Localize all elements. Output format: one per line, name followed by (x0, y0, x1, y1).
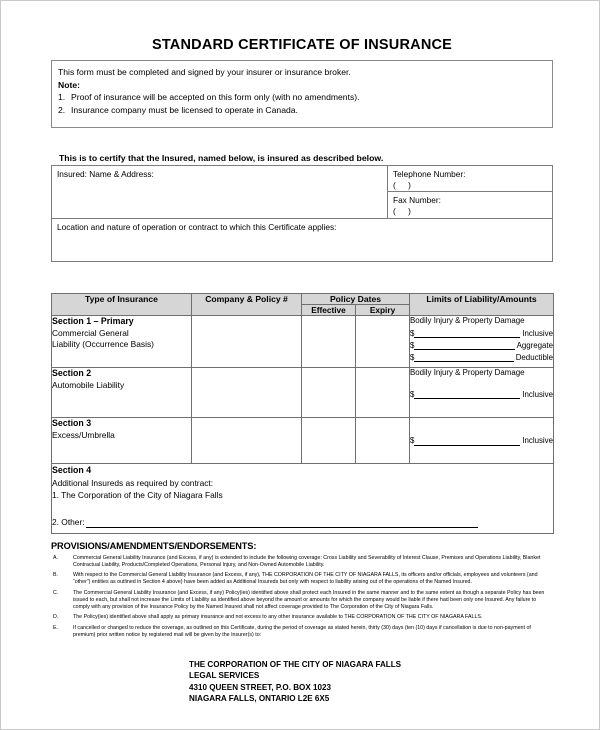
section3-company-policy-cell[interactable] (192, 418, 302, 464)
note-item-1-number: 1. (58, 92, 66, 103)
currency-symbol: $ (410, 389, 415, 399)
section1-desc-line1: Commercial General (52, 328, 129, 339)
provision-item (51, 590, 553, 611)
provision-letter: B. (53, 572, 59, 579)
provision-text: With respect to the Commercial General Liability Insurance (and Excess, if any), THE CORPORATION OF THE CITY OF NIAGARA FALLS, its officers and/or officials, employees and volunteers (and “other”) entities as outlined in Section 4 above) have been added as Additional Insureds but only with respect to liability arising out of the operations of the Named Insured. (73, 572, 538, 586)
section2-amount-inclusive[interactable] (410, 390, 553, 401)
section1-limits-cell (410, 316, 554, 368)
section4-subtitle: Additional Insureds as required by contract: (52, 478, 214, 489)
note-box (51, 60, 553, 128)
section4-other-input-rule[interactable] (86, 519, 478, 528)
section1-desc-line2: Liability (Occurrence Basis) (52, 339, 154, 350)
provision-letter: A. (53, 555, 59, 561)
table-row (52, 418, 554, 464)
note-item-1-text: Proof of insurance will be accepted on this form only (with no amendments). (71, 92, 360, 103)
section1-limits-heading: Bodily Injury & Property Damage (410, 316, 525, 325)
section2-type-cell (52, 368, 192, 418)
currency-symbol: $ (410, 352, 415, 362)
provision-text: Commercial General Liability Insurance (and Excess, if any) is extended to include the following coverage: Cross Liability and Severability of Interest Clause, Premises and Operations Liability, Blanket Contractual Liability, Products/Completed Operations, Personal Injury, and Non-Owned Automobile Liability. (73, 555, 541, 569)
section3-title: Section 3 (52, 418, 92, 428)
insured-name-address-label: Insured: Name & Address: (57, 169, 154, 179)
provision-text: The Policy(ies) identified above shall apply as primary insurance and not excess to any other insurance available to THE CORPORATION OF THE CITY OF NIAGARA FALLS. (73, 614, 483, 621)
amount-input-rule[interactable] (414, 391, 520, 399)
telephone-field[interactable] (388, 166, 552, 192)
provision-item (51, 572, 553, 586)
provision-text: If cancelled or changed to reduce the coverage, as outlined on this Certificate, during the period of coverage as stated herein, thirty (30) days (ten (10) days if cancellation is due to non-payment of premium) prior written notice by registered mail will be given by the Insurer(s) to: (73, 624, 531, 638)
footer-address-line-1: THE CORPORATION OF THE CITY OF NIAGARA FALLS (189, 659, 402, 669)
currency-symbol: $ (410, 328, 415, 338)
amount-label: Inclusive (522, 389, 554, 399)
provision-letter: E. (53, 624, 59, 631)
currency-symbol: $ (410, 340, 415, 350)
section4-title: Section 4 (52, 465, 92, 475)
section1-title: Section 1 – Primary (52, 316, 134, 326)
fax-value: ( ) (393, 206, 416, 216)
provision-item (51, 625, 553, 639)
amount-input-rule[interactable] (414, 330, 520, 338)
amount-input-rule[interactable] (414, 342, 514, 350)
section4-other-label: 2. Other: (52, 516, 85, 527)
section4-row (52, 464, 554, 534)
section2-effective-cell[interactable] (302, 368, 356, 418)
section3-amount-inclusive[interactable] (410, 436, 553, 447)
section2-desc-line1: Automobile Liability (52, 380, 125, 391)
footer-address-line-2: LEGAL SERVICES (189, 671, 260, 681)
amount-input-rule[interactable] (414, 354, 513, 362)
footer-address-line-3: 4310 QUEEN STREET, P.O. BOX 1023 (189, 682, 332, 692)
spacer (410, 427, 553, 436)
fax-field[interactable] (388, 192, 552, 218)
section4-item-1: 1. The Corporation of the City of Niagara Falls (52, 490, 223, 501)
section3-expiry-cell[interactable] (356, 418, 410, 464)
location-label: Location and nature of operation or contract to which this Certificate applies: (57, 222, 337, 232)
footer-address (51, 659, 553, 705)
table-header-row (52, 294, 554, 305)
table-row (52, 316, 554, 368)
provision-letter: C. (53, 589, 59, 596)
section3-desc-line1: Excess/Umbrella (52, 430, 115, 441)
page-content (51, 1, 553, 704)
page-title: STANDARD CERTIFICATE OF INSURANCE (151, 37, 453, 53)
note-item-2-text: Insurance company must be licensed to operate in Canada. (71, 104, 298, 115)
section2-limits-heading: Bodily Injury & Property Damage (410, 368, 525, 377)
section3-effective-cell[interactable] (302, 418, 356, 464)
header-type-of-insurance: Type of Insurance (52, 294, 192, 316)
footer-address-line-4: NIAGARA FALLS, ONTARIO L2E 6X5 (189, 693, 330, 703)
note-label: Note: (58, 79, 80, 90)
provisions-list (51, 555, 553, 639)
table-row (52, 368, 554, 418)
note-item-2-number: 2. (58, 104, 66, 115)
certify-statement: This is to certify that the Insured, named below, is insured as described below. (59, 153, 384, 163)
section2-title: Section 2 (52, 368, 92, 378)
section1-amount-aggregate[interactable] (410, 341, 553, 352)
contact-cells (388, 166, 552, 218)
note-intro: This form must be completed and signed by your insurer or insurance broker. (58, 67, 351, 77)
header-expiry: Expiry (356, 305, 410, 316)
insured-name-address-field[interactable] (52, 166, 388, 218)
provision-item (51, 555, 553, 569)
section4-other-field[interactable] (52, 516, 553, 528)
section1-expiry-cell[interactable] (356, 316, 410, 368)
section1-effective-cell[interactable] (302, 316, 356, 368)
section1-amount-inclusive[interactable] (410, 329, 553, 340)
telephone-value: ( ) (393, 180, 416, 190)
insured-top-row (52, 166, 552, 219)
note-item-2 (58, 104, 546, 117)
note-item-1 (58, 91, 546, 104)
insured-block (51, 165, 553, 262)
telephone-label: Telephone Number: (393, 169, 466, 179)
location-field[interactable] (52, 219, 552, 261)
header-policy-dates: Policy Dates (302, 294, 410, 305)
section1-type-cell (52, 316, 192, 368)
amount-label: Deductible (515, 352, 554, 362)
currency-symbol: $ (410, 436, 415, 445)
provision-text: The Commercial General Liability Insurance (and Excess, if any) Policy(ies) identified above shall protect each Insured in the same manner and to the same extent as though a separate Policy has been issued to each, but shall not increase the Limits of Liability as identified above beyond the amount or amounts for which the company would be liable if there had been only one Insured. Any failure to comply with any provision of the Insurance Policy by the Named Insured shall not affect coverage provided to The Corporation of the City of Niagara Falls. (73, 589, 545, 610)
section2-expiry-cell[interactable] (356, 368, 410, 418)
provisions-heading: PROVISIONS/AMENDMENTS/ENDORSEMENTS: (51, 541, 257, 551)
provision-letter: D. (53, 614, 59, 621)
amount-label: Inclusive (522, 328, 554, 338)
section4-cell (52, 464, 554, 534)
header-limits: Limits of Liability/Amounts (410, 294, 554, 316)
insurance-table (51, 293, 554, 534)
fax-label: Fax Number: (393, 195, 441, 205)
header-effective: Effective (302, 305, 356, 316)
header-company-policy: Company & Policy # (192, 294, 302, 316)
amount-input-rule[interactable] (414, 438, 520, 446)
spacer (410, 381, 553, 390)
spacer (410, 418, 553, 427)
section2-limits-cell (410, 368, 554, 418)
provision-item (51, 614, 553, 621)
section2-company-policy-cell[interactable] (192, 368, 302, 418)
section3-limits-cell (410, 418, 554, 464)
section3-type-cell (52, 418, 192, 464)
section1-company-policy-cell[interactable] (192, 316, 302, 368)
amount-label: Aggregate (516, 340, 554, 350)
amount-label: Inclusive (522, 436, 554, 445)
section1-amount-deductible[interactable] (410, 353, 553, 364)
